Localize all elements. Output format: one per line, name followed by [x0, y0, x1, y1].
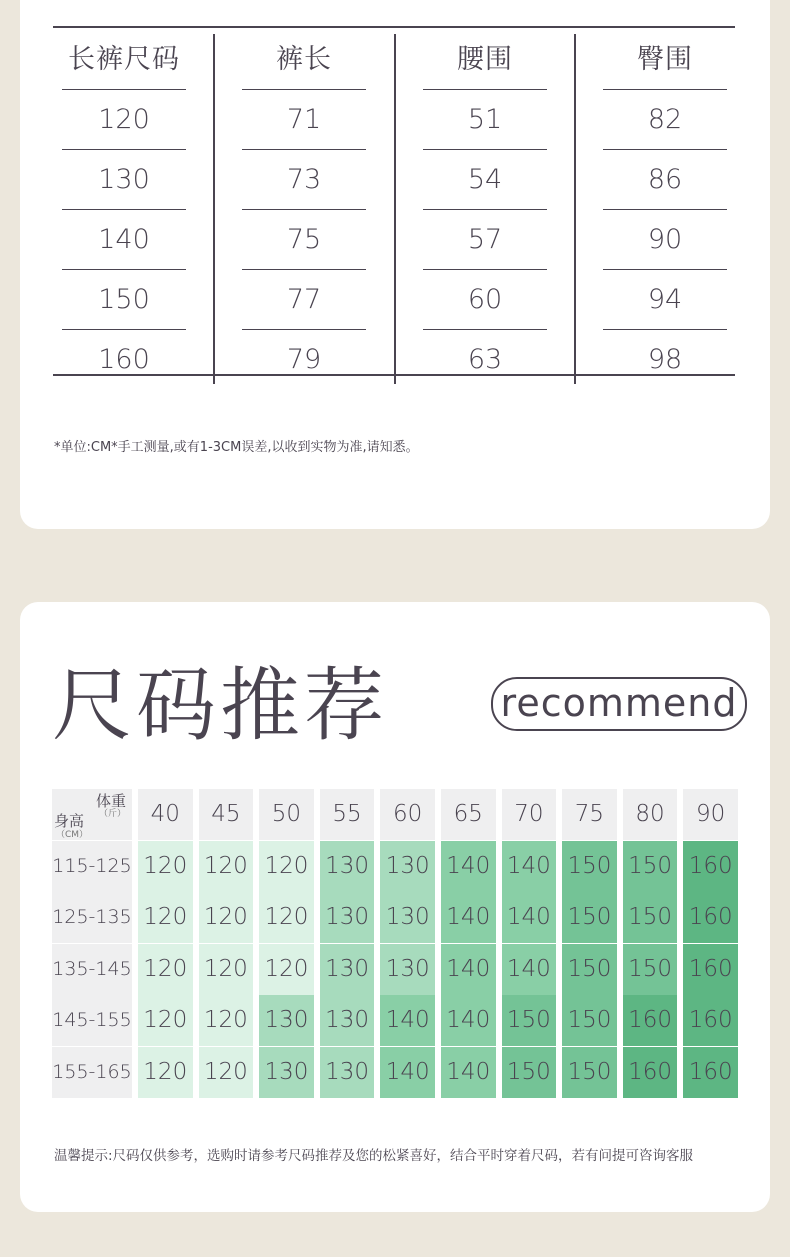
size-chart-card: [20, 0, 770, 529]
table-divider: [394, 34, 396, 384]
size-cell: 160: [683, 892, 738, 943]
size-cell: 130: [380, 841, 435, 892]
recommend-card: [20, 602, 770, 1212]
size-cell: 140: [502, 841, 557, 892]
recommend-title: 尺码推荐: [52, 659, 388, 752]
weight-header: 60: [380, 789, 435, 840]
size-cell: 140: [380, 1047, 435, 1098]
size-cell: 120: [199, 995, 254, 1046]
size-cell: 140: [380, 995, 435, 1046]
size-cell: 140: [441, 944, 496, 995]
size-cell: 150: [562, 1047, 617, 1098]
size-cell: 150: [623, 841, 678, 892]
size-cell: 160: [683, 995, 738, 1046]
size-cell: 130: [320, 944, 375, 995]
size-cell: 150: [623, 944, 678, 995]
table-cell: 75: [242, 211, 366, 270]
grid-corner: [52, 789, 132, 840]
column-header: 长裤尺码: [62, 31, 186, 90]
table-cell: 150: [62, 271, 186, 330]
table-cell: 79: [286, 344, 322, 375]
size-cell: 140: [502, 892, 557, 943]
size-cell: 120: [138, 892, 193, 943]
size-cell: 150: [562, 995, 617, 1046]
size-cell: 120: [138, 995, 193, 1046]
size-cell: 130: [259, 1047, 314, 1098]
column-header: 腰围: [423, 31, 547, 90]
table-cell: 73: [242, 151, 366, 210]
size-cell: 140: [441, 892, 496, 943]
size-cell: 120: [259, 841, 314, 892]
table-cell: 98: [647, 344, 683, 375]
size-cell: 150: [623, 892, 678, 943]
table-cell: 57: [423, 211, 547, 270]
size-cell: 150: [502, 1047, 557, 1098]
weight-header: 80: [623, 789, 678, 840]
weight-header: 90: [683, 789, 738, 840]
size-cell: 120: [199, 944, 254, 995]
weight-header: 75: [562, 789, 617, 840]
table-cell: 51: [423, 91, 547, 150]
weight-unit: （斤）: [98, 809, 126, 819]
recommend-badge: recommend: [491, 677, 747, 731]
size-cell: 140: [441, 841, 496, 892]
column-header: 裤长: [242, 31, 366, 90]
size-cell: 130: [320, 841, 375, 892]
size-cell: 120: [259, 944, 314, 995]
weight-header: 65: [441, 789, 496, 840]
height-header: 145-155: [52, 995, 132, 1046]
table-divider: [574, 34, 576, 384]
table-cell: 63: [467, 344, 503, 375]
table-cell: 54: [423, 151, 547, 210]
weight-label: 体重: [95, 792, 126, 810]
size-cell: 150: [562, 841, 617, 892]
height-header: 115-125: [52, 841, 132, 892]
table-cell: 71: [242, 91, 366, 150]
size-cell: 160: [623, 1047, 678, 1098]
table-divider: [213, 34, 215, 384]
size-cell: 130: [320, 892, 375, 943]
table-cell: 77: [242, 271, 366, 330]
size-cell: 150: [502, 995, 557, 1046]
size-cell: 130: [380, 892, 435, 943]
size-cell: 120: [138, 1047, 193, 1098]
column-header: 臀围: [603, 31, 727, 90]
size-cell: 130: [320, 1047, 375, 1098]
size-cell: 160: [623, 995, 678, 1046]
size-cell: 120: [259, 892, 314, 943]
size-table: [53, 26, 735, 376]
table-cell: 60: [423, 271, 547, 330]
size-cell: 140: [441, 995, 496, 1046]
size-note: *单位:CM*手工测量,或有1-3CM误差,以收到实物为准,请知悉。: [54, 440, 419, 455]
size-cell: 160: [683, 841, 738, 892]
size-cell: 120: [138, 841, 193, 892]
size-cell: 130: [259, 995, 314, 1046]
height-header: 135-145: [52, 944, 132, 995]
size-cell: 120: [199, 841, 254, 892]
table-cell: 86: [603, 151, 727, 210]
weight-header: 45: [199, 789, 254, 840]
table-cell: 130: [62, 151, 186, 210]
height-unit: （CM）: [56, 830, 89, 840]
size-cell: 160: [683, 944, 738, 995]
table-cell: 120: [62, 91, 186, 150]
table-cell: 160: [98, 344, 150, 375]
recommend-note: 温馨提示:尺码仅供参考，选购时请参考尺码推荐及您的松紧喜好，结合平时穿着尺码，若有问提可咨询客服: [54, 1148, 694, 1164]
size-cell: 120: [199, 892, 254, 943]
size-cell: 130: [320, 995, 375, 1046]
table-cell: 140: [62, 211, 186, 270]
table-cell: 90: [603, 211, 727, 270]
height-header: 125-135: [52, 892, 132, 943]
table-cell: 94: [603, 271, 727, 330]
size-cell: 140: [441, 1047, 496, 1098]
weight-header: 50: [259, 789, 314, 840]
weight-header: 70: [502, 789, 557, 840]
weight-header: 55: [320, 789, 375, 840]
table-cell: 82: [603, 91, 727, 150]
size-cell: 120: [138, 944, 193, 995]
size-cell: 160: [683, 1047, 738, 1098]
size-cell: 150: [562, 892, 617, 943]
height-label: 身高: [54, 812, 85, 830]
size-cell: 130: [380, 944, 435, 995]
size-cell: 150: [562, 944, 617, 995]
weight-header: 40: [138, 789, 193, 840]
size-cell: 140: [502, 944, 557, 995]
height-header: 155-165: [52, 1047, 132, 1098]
size-cell: 120: [199, 1047, 254, 1098]
